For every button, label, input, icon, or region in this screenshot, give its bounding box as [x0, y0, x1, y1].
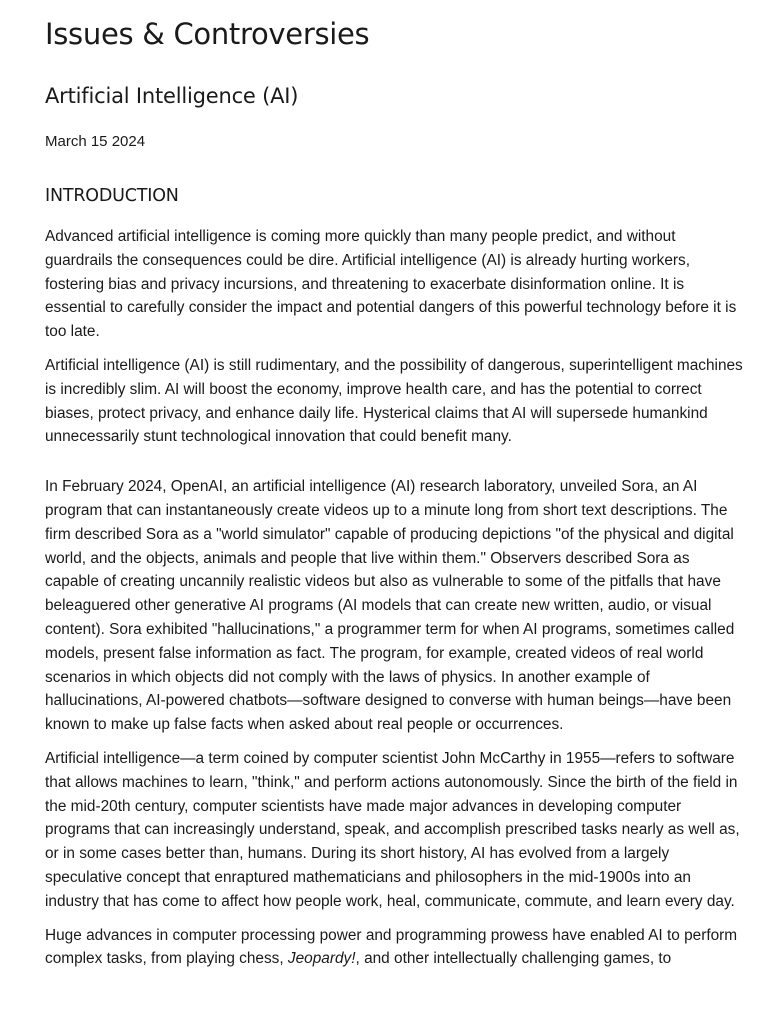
paragraph-text: , and other intellectually challenging games, to	[355, 950, 672, 968]
paragraph	[45, 924, 744, 972]
paragraph: Artificial intelligence—a term coined by computer scientist John McCarthy in 1955—refers to software that allows machines to learn, "think," and perform actions autonomously. Since the birth of the field in the mid-20th century, computer scientists have made major advances in developing computer programs that can increasingly understand, speak, and accomplish prescribed tasks nearly as well as, or in some cases better than, humans. During its short history, AI has evolved from a largely speculative concept that enraptured mathematicians and philosophers in the mid-1900s into an industry that has come to affect how people work, heal, communicate, commute, and learn every day.	[45, 749, 740, 910]
paragraph: In February 2024, OpenAI, an artificial intelligence (AI) research laboratory, unveiled Sora, an AI program that can instantaneously create videos up to a minute long from short text descriptions. The firm described Sora as a "world simulator" capable of producing depictions "of the physical and digital world, and the objects, animals and people that live within them." Observers described Sora as capable of creating uncannily realistic videos but also as vulnerable to some of the pitfalls that have beleaguered other generative AI programs (AI models that can create new written, audio, or visual content). Sora exhibited "hallucinations," a programmer term for when AI programs, sometimes called models, present false information as fact. The program, for example, created videos of real world scenarios in which objects did not comply with the laws of physics. In another example of hallucinations, AI-powered chatbots—software designed to converse with human beings—have been known to make up false facts when asked about real people or occurrences.	[45, 478, 735, 734]
paragraph: Artificial intelligence (AI) is still rudimentary, and the possibility of dangerous, superintelligent machines is incredibly slim. AI will boost the economy, improve health care, and has the potential to correct biases, protect privacy, and enhance daily life. Hysterical claims that AI will supersede humankind unnecessarily stunt technological innovation that could benefit many.	[45, 356, 743, 446]
paragraph-text: Huge advances in computer processing power and programming prowess have enabled AI to perform complex tasks, from playing chess,	[45, 926, 738, 968]
paragraph: Advanced artificial intelligence is coming more quickly than many people predict, and without guardrails the consequences could be dire. Artificial intelligence (AI) is already hurting workers, fostering bias and privacy incursions, and threatening to exacerbate disinformation online. It is essential to carefully consider the impact and potential dangers of this powerful technology before it is too late.	[45, 228, 737, 341]
jeopardy-title: Jeopardy!	[287, 950, 356, 968]
article-title: Artificial Intelligence (AI)	[45, 84, 299, 108]
article-date: March 15 2024	[45, 133, 146, 150]
introduction-heading: INTRODUCTION	[45, 186, 179, 206]
section-title: Issues & Controversies	[45, 17, 370, 51]
